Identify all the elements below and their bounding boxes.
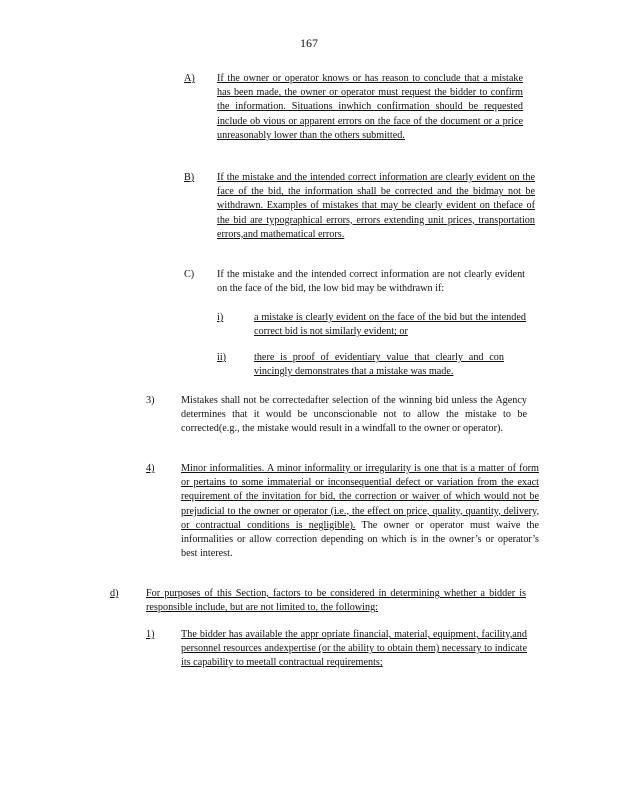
item-text: The bidder has available the appr opriate financial, material, equipment, facility,and personnel resources andexpertise (or the ability to obtain them) necessary to indicate its capability to meetall contractual requirements;	[181, 629, 527, 669]
item-marker: ii)	[217, 352, 227, 363]
item-text: If the mistake and the intended correct information are clearly evident on the face of the bid, the information shall be corrected and the bidmay not be withdrawn. Examples of mistakes that may be clearly evident on theface of the bid are typographical errors, errors extending unit prices, transportation errors,and mathematical errors.	[217, 172, 535, 240]
item-marker: d)	[110, 588, 119, 599]
item-text: Mistakes shall not be correctedafter selection of the winning bid unless the Agency determines that it would be unconscionable not to allow the mistake to be corrected(e.g., the mistake would result in a windfall to the owner or operator).	[181, 395, 527, 435]
item-marker: C)	[184, 269, 195, 280]
item-text: a mistake is clearly evident on the face of the bid but the intended correct bid is not similarly evident; or	[254, 312, 526, 338]
item-text-underlined: Minor informalities. A minor informality or irregularity is one that is a matter of form or pertains to some immaterial or inconsequential defect or variation from the exact requirement of the invitation for bid, the correction or waiver of which would not be prejudicial to the owner or operator (i.e., the effect on price, quality, quantity, delivery, or contractual conditions is negligible).	[181, 463, 539, 531]
item-text: For purposes of this Section, factors to be considered in determining whether a bidder is responsible include, but are not limited to, the following:	[146, 588, 526, 614]
item-text	[181, 462, 539, 561]
item-text: If the mistake and the intended correct information are not clearly evident on the face of the bid, the low bid may be withdrawn if:	[217, 269, 525, 295]
item-marker: B)	[184, 172, 195, 183]
item-marker: 1)	[146, 629, 155, 640]
item-text: If the owner or operator knows or has reason to conclude that a mistake has been made, the owner or operator must request the bidder to confirm the information. Situations inwhich confirmation should be requested include ob vious or apparent errors on the face of the document or a price unreasonably lower than the others submitted.	[217, 73, 523, 141]
item-marker: A)	[184, 73, 195, 84]
item-marker: 3)	[146, 395, 155, 406]
item-marker: 4)	[146, 463, 155, 474]
page-number: 167	[300, 36, 318, 50]
item-text: there is proof of evidentiary value that clearly and con vincingly demonstrates that a mistake was made.	[254, 352, 504, 378]
item-marker: i)	[217, 312, 224, 323]
item-text-plain: The owner or operator must waive the informalities or allow correction depending on which is in the owner’s or operator’s best interest.	[181, 519, 539, 560]
